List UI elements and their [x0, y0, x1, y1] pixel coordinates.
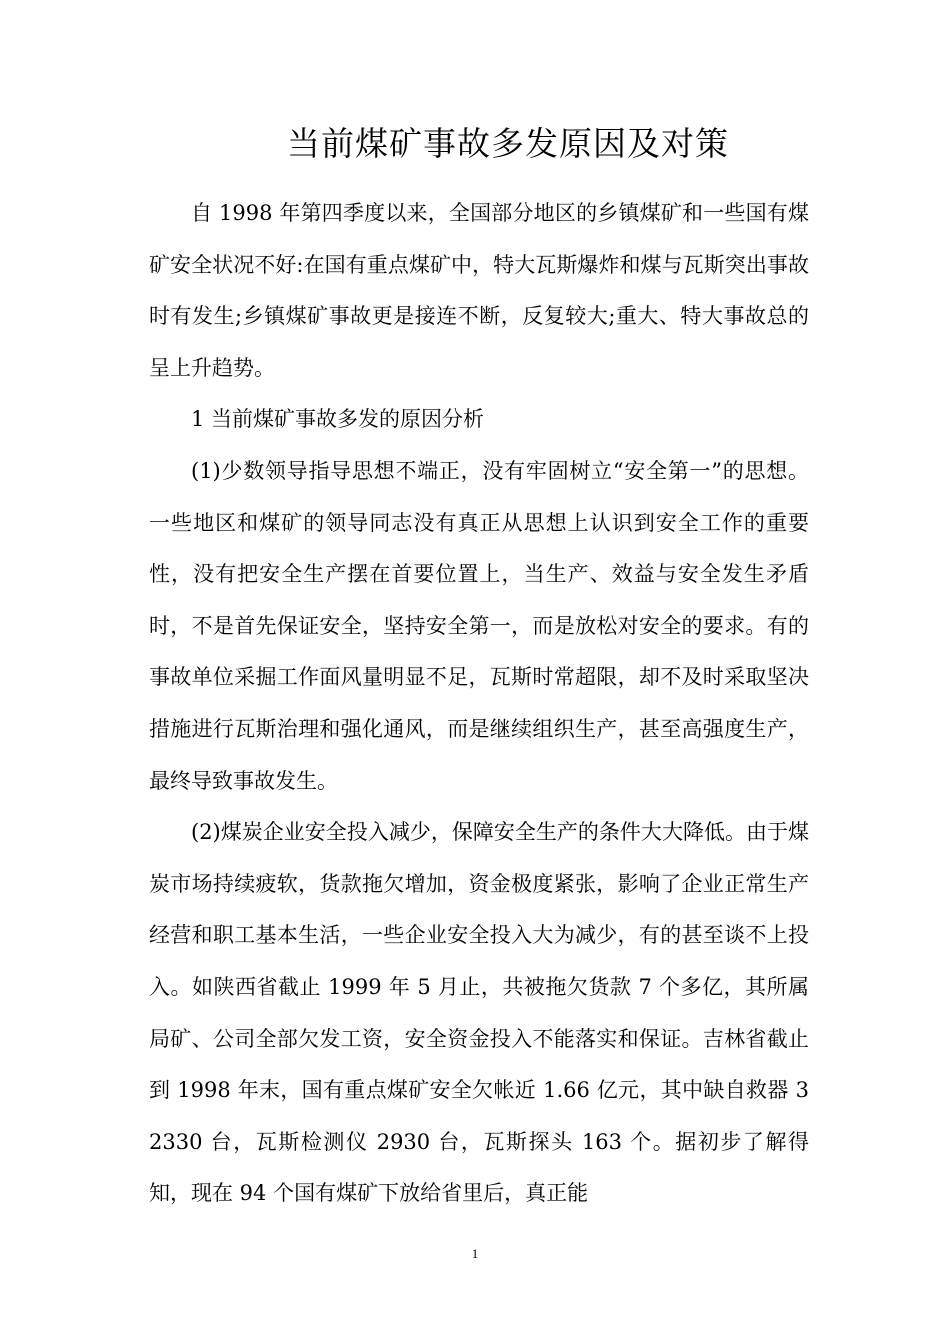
- document-body: [149, 188, 809, 1220]
- page-number: 1: [471, 1246, 479, 1261]
- paragraph-reason-2: (2)煤炭企业安全投入减少，保障安全生产的条件大大降低。由于煤炭市场持续疲软，货款拖欠增加，资金极度紧张，影响了企业正常生产经营和职工基本生活，一些企业安全投入大为减少，有的甚至谈不上投入。如陕西省截止 1999 年 5 月止，共被拖欠货款 7 个多亿，其所属局矿、公司全部欠发工资，安全资金投入不能落实和保证。吉林省截止到 1998 年末，国有重点煤矿安全欠帐近 1.66 亿元，其中缺自救器 32330 台，瓦斯检测仪 2930 台，瓦斯探头 163 个。据初步了解得知，现在 94 个国有煤矿下放给省里后，真正能: [149, 820, 809, 1206]
- paragraph-reason-1: (1)少数领导指导思想不端正，没有牢固树立“安全第一”的思想。一些地区和煤矿的领导同志没有真正从思想上认识到安全工作的重要性，没有把安全生产摆在首要位置上，当生产、效益与安全发生矛盾时，不是首先保证安全，坚持安全第一，而是放松对安全的要求。有的事故单位采掘工作面风量明显不足，瓦斯时常超限，却不及时采取坚决措施进行瓦斯治理和强化通风，而是继续组织生产，甚至高强度生产，最终导致事故发生。: [149, 458, 809, 793]
- paragraph-intro: 自 1998 年第四季度以来，全国部分地区的乡镇煤矿和一些国有煤矿安全状况不好:在国有重点煤矿中，特大瓦斯爆炸和煤与瓦斯突出事故时有发生;乡镇煤矿事故更是接连不断，反复较大;重大、特大事故总的呈上升趋势。: [149, 201, 809, 380]
- section-heading: 1 当前煤矿事故多发的原因分析: [191, 407, 485, 432]
- document-title: 当前煤矿事故多发原因及对策: [287, 124, 729, 163]
